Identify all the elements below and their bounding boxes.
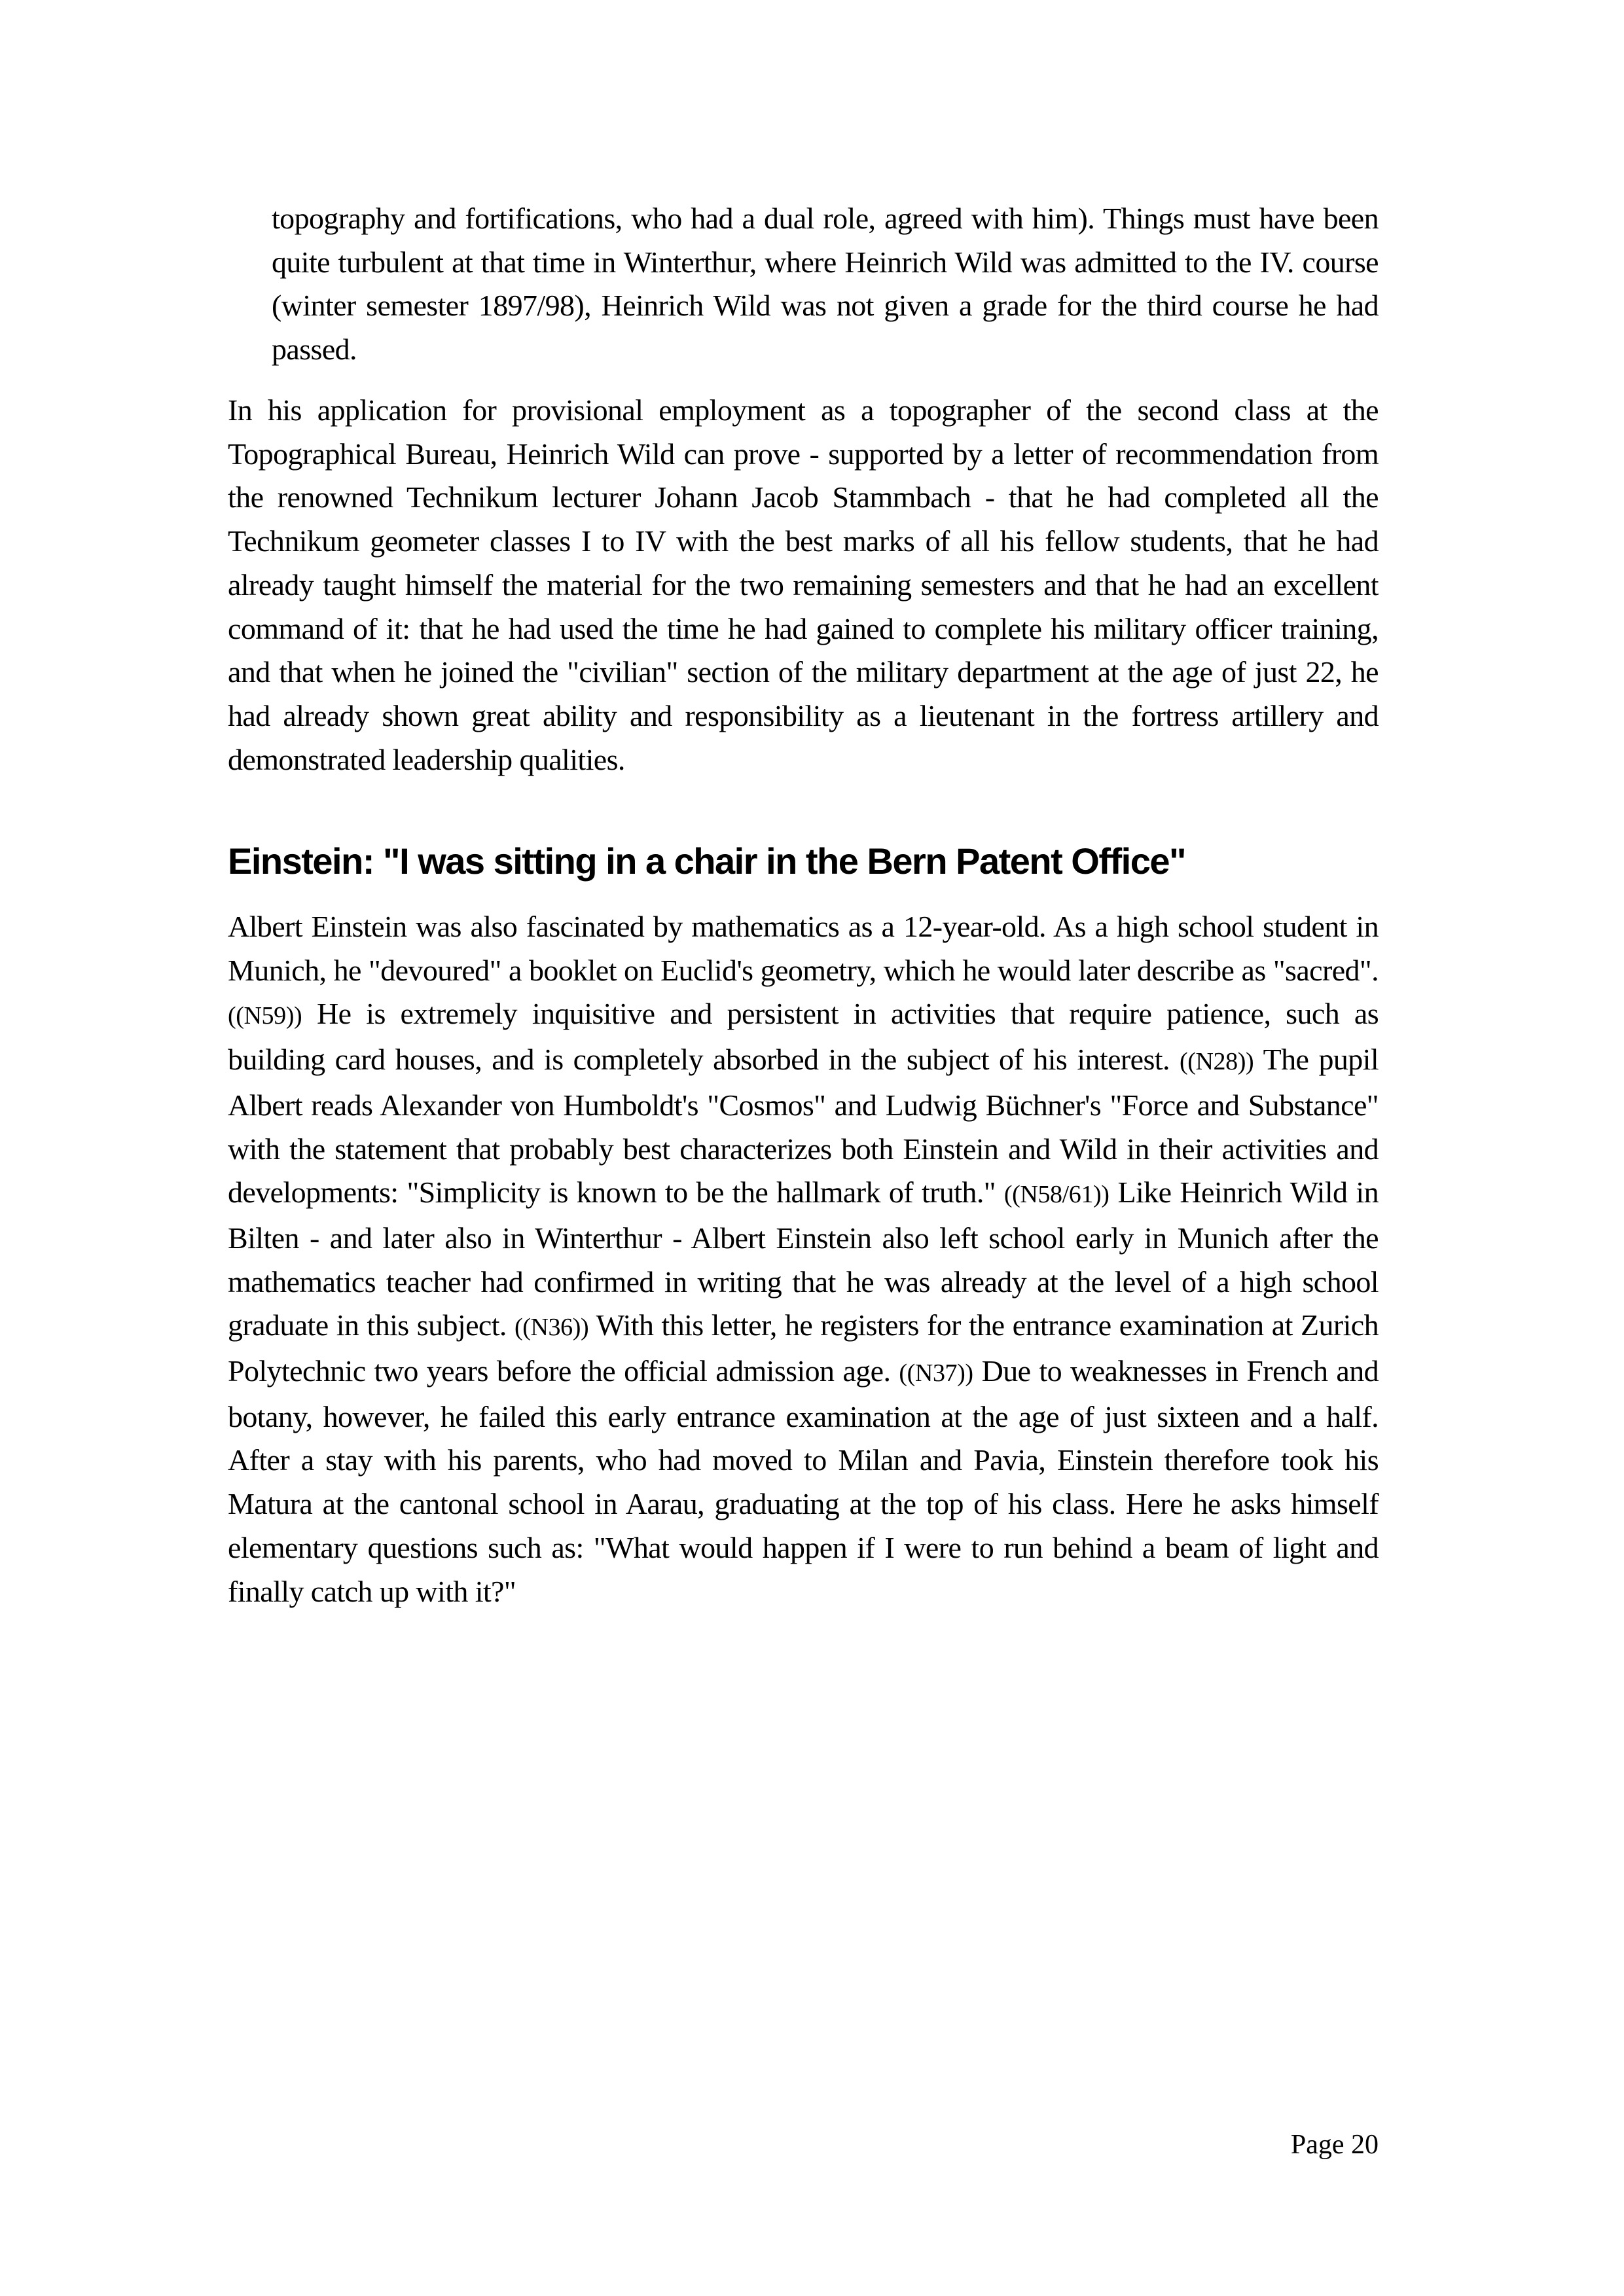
text-segment: Due to weaknesses in French and botany, however, he failed this early entrance examination at the age of just sixteen and a half. After a stay with his parents, who had moved to Milan and Pavia, Einstein therefore took his Matura at the cantonal school in Aarau, graduating at the top of his class. Here he asks himself elementary questions such as: "What would happen if I were to run behind a beam of light and finally catch up with it?" [228,1354,1379,1608]
indented-paragraph: topography and fortifications, who had a dual role, agreed with him). Things must have been quite turbulent at that time in Winterthur, where Heinrich Wild was admitted to the IV. course (winter semester 1897/98), Heinrich Wild was not given a grade for the third course he had passed. [272,202,1379,367]
application-paragraph: In his application for provisional employment as a topographer of the second class at the Topographical Bureau, Heinrich Wild can prove - supported by a letter of recommendation from the renowned Technikum lecturer Johann Jacob Stammbach - that he had completed all the Technikum geometer classes I to IV with the best marks of all his fellow students, that he had already taught himself the material for the two remaining semesters and that he had an excellent command of it: that he had used the time he had gained to complete his military officer training, and that when he joined the "civilian" section of the military department at the age of just 22, he had already shown great ability and responsibility as a lieutenant in the fortress artillery and demonstrated leadership qualities. [228,393,1379,776]
section-heading: Einstein: "I was sitting in a chair in the Bern Patent Office" [228,840,1186,882]
text-segment: Albert Einstein was also fascinated by mathematics as a 12-year-old. As a high school student in Munich, he "devoured" a booklet on Euclid's geometry, which he would later describe as "sacred". [228,910,1379,987]
text-segment: With this letter, he registers for the entrance examination at Zurich Polytechnic two years before the official admission age. [228,1308,1379,1388]
note-reference: ((N37)) [899,1359,973,1388]
note-reference: ((N28)) [1180,1048,1254,1076]
einstein-paragraph [228,905,1379,1613]
text-segment: The pupil Albert reads Alexander von Humboldt's "Cosmos" and Ludwig Büchner's "Force and Substance" with the statement that probably best characterizes both Einstein and Wild in their activities and developments: "Simplicity is known to be the hallmark of truth." [228,1043,1379,1210]
text-segment: Like Heinrich Wild in Bilten - and later also in Winterthur - Albert Einstein also left school early in Munich after the mathematics teacher had confirmed in writing that he was already at the level of a high school graduate in this subject. [228,1175,1379,1342]
note-reference: ((N58/61)) [1003,1181,1110,1209]
note-reference: ((N59)) [228,1002,302,1030]
text-segment: He is extremely inquisitive and persistent in activities that require patience, such as building card houses, and is completely absorbed in the subject of his interest. [228,997,1379,1077]
page-number: Page 20 [1290,2130,1379,2160]
note-reference: ((N36)) [514,1314,589,1342]
